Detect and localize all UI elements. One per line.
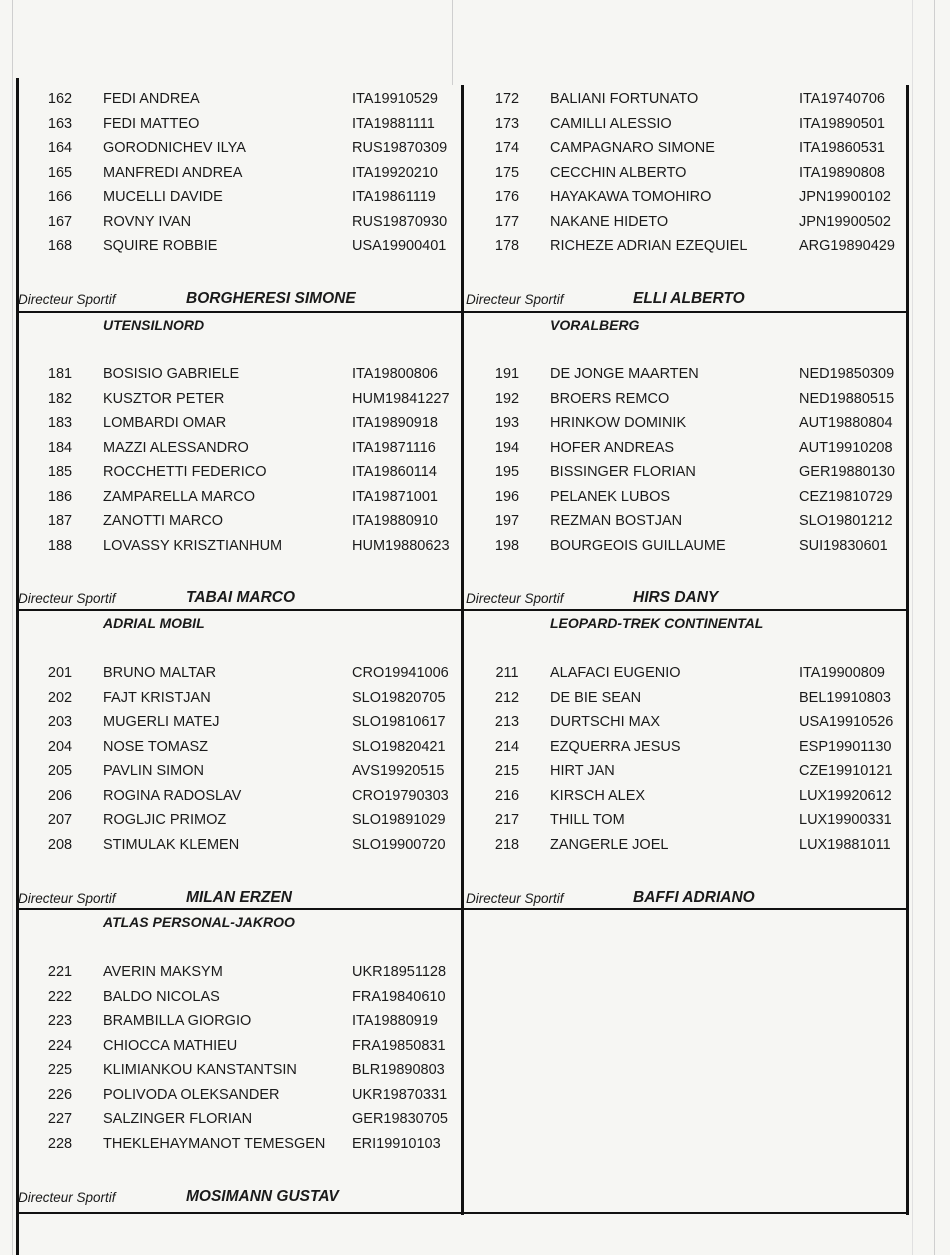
rider-name: BRAMBILLA GIORGIO [103, 1013, 252, 1029]
director-name: ELLI ALBERTO [633, 290, 745, 307]
rider-name: MAZZI ALESSANDRO [103, 439, 249, 456]
rider-row [0, 1013, 950, 1035]
rider-uci-code: SLO19801212 [799, 513, 893, 529]
rider-name: SQUIRE ROBBIE [103, 238, 218, 254]
rider-number: 224 [47, 1037, 73, 1054]
director-label: Directeur Sportif [466, 591, 564, 606]
rider-number: 187 [47, 513, 73, 529]
rider-number: 212 [494, 689, 520, 706]
rider-number: 201 [47, 665, 73, 681]
rider-number: 217 [494, 812, 520, 828]
rider-number: 215 [494, 763, 520, 779]
rider-row [0, 812, 950, 834]
rider-row [0, 391, 950, 413]
rider-number: 184 [47, 439, 73, 456]
rider-number: 211 [495, 665, 519, 681]
rider-uci-code: NED19880515 [799, 390, 895, 407]
rider-name: EZQUERRA JESUS [550, 738, 681, 755]
team-name: VORALBERG [550, 317, 640, 333]
rider-name: LOMBARDI OMAR [103, 415, 227, 431]
section-divider [16, 908, 909, 910]
rider-number: 175 [494, 164, 520, 181]
rider-number: 196 [494, 488, 520, 505]
rider-number: 226 [47, 1086, 73, 1103]
director-label: Directeur Sportif [18, 1190, 116, 1205]
rider-number: 216 [494, 787, 520, 804]
rider-uci-code: ITA19861119 [352, 189, 436, 205]
rider-number: 182 [47, 390, 73, 407]
rider-number: 228 [47, 1135, 73, 1152]
rider-row [0, 739, 950, 761]
rider-name: LOVASSY KRISZTIANHUM [103, 537, 283, 554]
director-label: Directeur Sportif [18, 891, 116, 906]
rider-uci-code: BLR19890803 [352, 1062, 445, 1078]
rider-number: 173 [494, 115, 520, 132]
rider-name: HIRT JAN [550, 763, 615, 779]
rider-name: ROGINA RADOSLAV [103, 787, 242, 804]
rider-name: BOURGEOIS GUILLAUME [550, 537, 726, 554]
rider-row [0, 189, 950, 211]
rider-row [0, 763, 950, 785]
rider-name: BOSISIO GABRIELE [103, 366, 240, 382]
rider-name: BALDO NICOLAS [103, 988, 220, 1005]
rider-name: ROGLJIC PRIMOZ [103, 812, 227, 828]
rider-number: 227 [47, 1111, 73, 1127]
rider-name: BRUNO MALTAR [103, 665, 217, 681]
rider-name: MUCELLI DAVIDE [103, 189, 223, 205]
rider-number: 163 [47, 115, 73, 132]
rider-number: 205 [47, 763, 73, 779]
rider-uci-code: BEL19910803 [799, 689, 891, 706]
rider-name: SALZINGER FLORIAN [103, 1111, 253, 1127]
rider-number: 193 [494, 415, 520, 431]
rider-uci-code: AVS19920515 [352, 763, 445, 779]
rider-uci-code: AUT19880804 [799, 415, 893, 431]
rider-name: MUGERLI MATEJ [103, 714, 220, 730]
rider-uci-code: ERI19910103 [352, 1135, 441, 1152]
rider-row [0, 1111, 950, 1133]
rider-number: 174 [494, 140, 520, 156]
rider-uci-code: CRO19941006 [352, 665, 449, 681]
rider-row [0, 1136, 950, 1158]
rider-row [0, 665, 950, 687]
rider-number: 191 [494, 366, 520, 382]
rider-uci-code: FRA19840610 [352, 988, 446, 1005]
rider-row [0, 214, 950, 236]
rider-uci-code: JPN19900102 [799, 189, 891, 205]
rider-number: 183 [47, 415, 73, 431]
rider-uci-code: ESP19901130 [799, 738, 892, 755]
rider-name: CHIOCCA MATHIEU [103, 1037, 238, 1054]
rider-uci-code: ITA19880919 [352, 1013, 438, 1029]
rider-name: THEKLEHAYMANOT TEMESGEN [103, 1135, 326, 1152]
rider-name: DE BIE SEAN [550, 689, 642, 706]
rider-number: 186 [47, 488, 73, 505]
director-name: TABAI MARCO [186, 589, 296, 606]
rider-row [0, 91, 950, 113]
director-name: MILAN ERZEN [186, 889, 292, 906]
director-name: BAFFI ADRIANO [633, 889, 755, 906]
director-name: BORGHERESI SIMONE [186, 290, 356, 307]
rider-uci-code: AUT19910208 [799, 439, 893, 456]
director-label: Directeur Sportif [466, 891, 564, 906]
rider-uci-code: ITA19860531 [799, 140, 885, 156]
rider-number: 168 [47, 238, 73, 254]
rider-name: STIMULAK KLEMEN [103, 836, 240, 853]
rider-uci-code: ITA19871116 [352, 439, 436, 456]
rider-name: ZAMPARELLA MARCO [103, 488, 256, 505]
rider-row [0, 1062, 950, 1084]
rider-number: 176 [494, 189, 520, 205]
director-label: Directeur Sportif [18, 292, 116, 307]
rider-number: 172 [494, 91, 520, 107]
rider-row [0, 238, 950, 260]
team-name: ATLAS PERSONAL-JAKROO [103, 914, 295, 930]
rider-name: ZANOTTI MARCO [103, 513, 224, 529]
rider-row [0, 538, 950, 560]
rider-name: RICHEZE ADRIAN EZEQUIEL [550, 238, 748, 254]
rider-number: 185 [47, 464, 73, 480]
rider-uci-code: ITA19890501 [799, 115, 885, 132]
rider-number: 222 [47, 988, 73, 1005]
rider-uci-code: FRA19850831 [352, 1037, 446, 1054]
rider-number: 213 [494, 714, 520, 730]
rider-name: BALIANI FORTUNATO [550, 91, 699, 107]
rider-name: BROERS REMCO [550, 390, 670, 407]
rider-row [0, 837, 950, 859]
rider-uci-code: NED19850309 [799, 366, 895, 382]
team-name: LEOPARD-TREK CONTINENTAL [550, 615, 764, 631]
rider-uci-code: UKR18951128 [352, 964, 447, 980]
rider-number: 162 [47, 91, 73, 107]
rider-uci-code: USA19910526 [799, 714, 894, 730]
rider-row [0, 415, 950, 437]
rider-name: MANFREDI ANDREA [103, 164, 243, 181]
rider-number: 166 [47, 189, 73, 205]
team-name: ADRIAL MOBIL [103, 615, 205, 631]
rider-name: CAMPAGNARO SIMONE [550, 140, 715, 156]
rider-uci-code: LUX19920612 [799, 787, 892, 804]
rider-uci-code: ITA19880910 [352, 513, 438, 529]
rider-number: 194 [494, 439, 520, 456]
rider-uci-code: SLO19900720 [352, 836, 446, 853]
rider-uci-code: USA19900401 [352, 238, 447, 254]
rider-row [0, 489, 950, 511]
rider-name: DURTSCHI MAX [550, 714, 661, 730]
rider-row [0, 116, 950, 138]
rider-number: 192 [494, 390, 520, 407]
rider-uci-code: ITA19900809 [799, 665, 885, 681]
rider-number: 221 [47, 964, 73, 980]
rider-row [0, 464, 950, 486]
rider-number: 177 [494, 213, 520, 230]
director-label: Directeur Sportif [466, 292, 564, 307]
rider-number: 164 [47, 140, 73, 156]
rider-name: HRINKOW DOMINIK [550, 415, 687, 431]
rider-name: KLIMIANKOU KANSTANTSIN [103, 1062, 297, 1078]
section-divider [16, 1212, 909, 1214]
rider-uci-code: ITA19890918 [352, 415, 438, 431]
rider-uci-code: SLO19820421 [352, 738, 446, 755]
rider-row [0, 140, 950, 162]
rider-number: 206 [47, 787, 73, 804]
rider-uci-code: ITA19871001 [352, 488, 438, 505]
rider-name: KIRSCH ALEX [550, 787, 646, 804]
rider-uci-code: SLO19820705 [352, 689, 446, 706]
rider-number: 195 [494, 464, 520, 480]
section-divider [16, 311, 909, 313]
director-label: Directeur Sportif [18, 591, 116, 606]
rider-row [0, 366, 950, 388]
rider-uci-code: HUM19880623 [352, 537, 450, 554]
rider-row [0, 690, 950, 712]
rider-number: 225 [47, 1062, 73, 1078]
rider-uci-code: LUX19881011 [799, 836, 891, 853]
rider-number: 223 [47, 1013, 73, 1029]
rider-uci-code: ITA19890808 [799, 164, 885, 181]
team-name: UTENSILNORD [103, 317, 205, 333]
rider-row [0, 1087, 950, 1109]
rider-uci-code: LUX19900331 [799, 812, 892, 828]
rider-uci-code: SLO19891029 [352, 812, 446, 828]
rider-row [0, 989, 950, 1011]
rider-name: FAJT KRISTJAN [103, 689, 211, 706]
rider-number: 202 [47, 689, 73, 706]
rider-number: 181 [47, 366, 73, 382]
rider-uci-code: CRO19790303 [352, 787, 449, 804]
rider-name: PAVLIN SIMON [103, 763, 204, 779]
director-name: HIRS DANY [633, 589, 719, 606]
rider-name: POLIVODA OLEKSANDER [103, 1086, 280, 1103]
rider-number: 167 [47, 213, 73, 230]
rider-uci-code: RUS19870930 [352, 213, 448, 230]
rider-name: FEDI ANDREA [103, 91, 200, 107]
rider-name: BISSINGER FLORIAN [550, 464, 696, 480]
rider-uci-code: GER19830705 [352, 1111, 448, 1127]
rider-uci-code: SUI19830601 [799, 537, 888, 554]
rider-uci-code: JPN19900502 [799, 213, 891, 230]
rider-uci-code: CEZ19810729 [799, 488, 893, 505]
section-divider [16, 609, 909, 611]
rider-row [0, 1038, 950, 1060]
rider-uci-code: ITA19881111 [352, 115, 435, 132]
rider-uci-code: CZE19910121 [799, 763, 893, 779]
rider-name: ROVNY IVAN [103, 213, 192, 230]
rider-uci-code: HUM19841227 [352, 390, 450, 407]
rider-row [0, 440, 950, 462]
rider-uci-code: ITA19860114 [352, 464, 437, 480]
rider-name: ROCCHETTI FEDERICO [103, 464, 267, 480]
rider-name: CAMILLI ALESSIO [550, 115, 672, 132]
rider-row [0, 788, 950, 810]
rider-name: FEDI MATTEO [103, 115, 200, 132]
rider-uci-code: ARG19890429 [799, 238, 895, 254]
rider-name: HAYAKAWA TOMOHIRO [550, 189, 712, 205]
rider-uci-code: ITA19740706 [799, 91, 885, 107]
rider-uci-code: ITA19920210 [352, 164, 438, 181]
rider-number: 203 [47, 714, 73, 730]
rider-uci-code: ITA19910529 [352, 91, 438, 107]
rider-number: 165 [47, 164, 73, 181]
rider-row [0, 964, 950, 986]
rider-number: 208 [47, 836, 73, 853]
rider-name: NOSE TOMASZ [103, 738, 209, 755]
rider-name: CECCHIN ALBERTO [550, 164, 687, 181]
rider-name: AVERIN MAKSYM [103, 964, 223, 980]
rider-row [0, 513, 950, 535]
rider-number: 178 [494, 238, 520, 254]
rider-number: 214 [494, 738, 520, 755]
rider-name: NAKANE HIDETO [550, 213, 669, 230]
rider-number: 198 [494, 537, 520, 554]
rider-uci-code: UKR19870331 [352, 1086, 448, 1103]
rider-uci-code: RUS19870309 [352, 140, 448, 156]
rider-number: 204 [47, 738, 73, 755]
rider-name: THILL TOM [550, 812, 625, 828]
director-name: MOSIMANN GUSTAV [186, 1188, 339, 1205]
rider-uci-code: GER19880130 [799, 464, 895, 480]
rider-name: REZMAN BOSTJAN [550, 513, 683, 529]
scan-artifact [452, 0, 453, 85]
rider-name: HOFER ANDREAS [550, 439, 675, 456]
rider-number: 207 [47, 812, 73, 828]
rider-number: 218 [494, 836, 520, 853]
rider-name: ALAFACI EUGENIO [550, 665, 681, 681]
rider-row [0, 714, 950, 736]
rider-uci-code: SLO19810617 [352, 714, 446, 730]
rider-name: PELANEK LUBOS [550, 488, 671, 505]
rider-uci-code: ITA19800806 [352, 366, 438, 382]
rider-name: ZANGERLE JOEL [550, 836, 669, 853]
rider-number: 188 [47, 537, 73, 554]
rider-name: DE JONGE MAARTEN [550, 366, 699, 382]
rider-name: GORODNICHEV ILYA [103, 140, 246, 156]
rider-row [0, 165, 950, 187]
rider-name: KUSZTOR PETER [103, 390, 225, 407]
rider-number: 197 [494, 513, 520, 529]
